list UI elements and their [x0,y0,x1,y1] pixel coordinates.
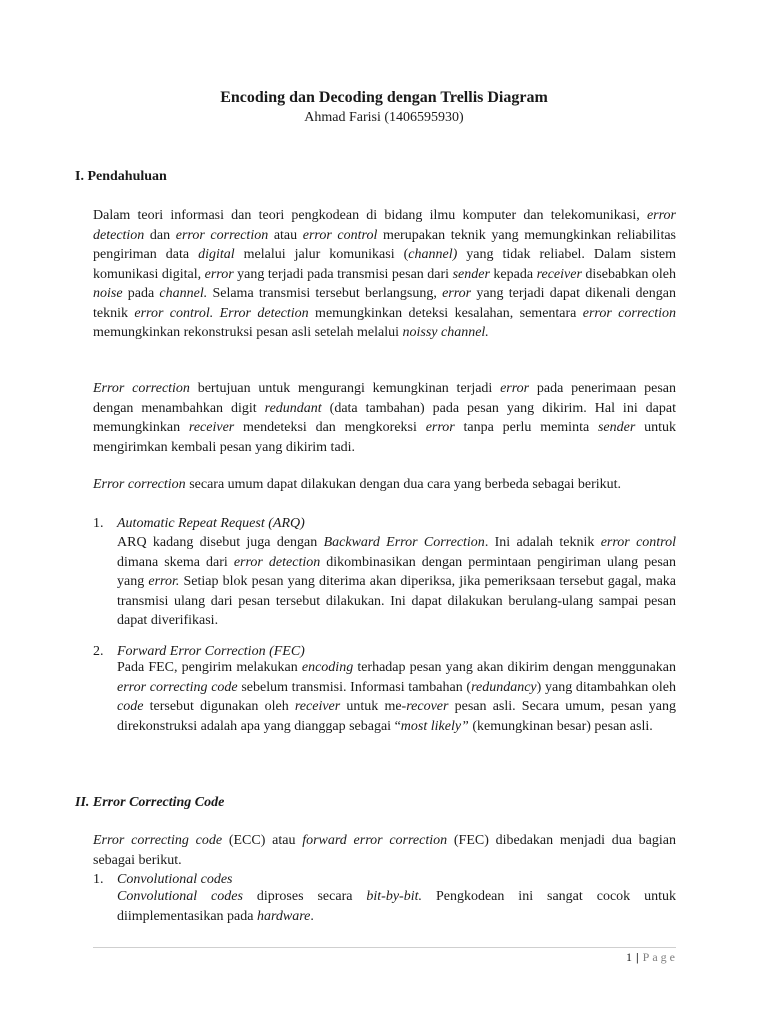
list-item-title-arq: Automatic Repeat Request (ARQ) [117,516,305,531]
footer-separator: | [636,950,640,964]
paragraph-error-correction-purpose: Error correction bertujuan untuk mengurangi kemungkinan terjadi error pada penerimaan pesan dengan menambahkan digit redundant (data tambahan) pada pesan yang dikirim. Hal ini dapat memungkinkan receiver mendeteksi dan mengkoreksi error tanpa perlu meminta sender untuk mengirimkan kembali pesan yang dikirim tadi. [93,381,676,455]
list-item-body-fec: Pada FEC, pengirim melakukan encoding terhadap pesan yang akan dikirim dengan menggunakan error correcting code sebelum transmisi. Informasi tambahan (redundancy) yang ditambahkan oleh code tersebut digunakan oleh receiver untuk me-recover pesan asli. Secara umum, pesan yang direkonstruksi adalah apa yang dianggap sebagai “most likely” (kemungkinan besar) pesan asli. [117,660,677,734]
list-item-number: 1. [93,872,104,887]
list-item-body-arq: ARQ kadang disebut juga dengan Backward Error Correction. Ini adalah teknik error control dimana skema dari error detection dikombinasikan dengan permintaan pengiriman ulang pesan yang error. Setiap blok pesan yang diterima akan diperiksa, jika pemeriksaan tersebut gagal, maka transmisi ulang dari pesan tersebut dilakukan. Ini dapat dilakukan berulang-ulang sampai pesan dapat diverifikasi. [117,535,677,628]
footer-divider [93,947,676,948]
page-footer [626,948,678,966]
page-label: Page [642,950,678,964]
document-title: Encoding dan Decoding dengan Trellis Diagram [220,89,548,106]
paragraph-intro: Dalam teori informasi dan teori pengkodean di bidang ilmu komputer dan telekomunikasi, error detection dan error correction atau error control merupakan teknik yang memungkinkan reliabilitas pengiriman data digital melalui jalur komunikasi (channel) yang tidak reliabel. Dalam sistem komunikasi digital, error yang terjadi pada transmisi pesan dari sender kepada receiver disebabkan oleh noise pada channel. Selama transmisi tersebut berlangsung, error yang terjadi dapat dikenali dengan teknik error control. Error detection memungkinkan deteksi kesalahan, sementara error correction memungkinkan rekonstruksi pesan asli setelah melalui noissy channel. [93,208,677,340]
page-number: 1 [626,950,633,964]
list-item-title-fec: Forward Error Correction (FEC) [117,644,305,659]
list-item-title-convolutional: Convolutional codes [117,872,233,887]
section-heading-pendahuluan: I. Pendahuluan [75,169,167,184]
list-item-body-convolutional: Convolutional codes diproses secara bit-by-bit. Pengkodean ini sangat cocok untuk diimplementasikan pada hardware. [117,889,676,924]
list-item-number: 2. [93,644,104,659]
section-heading-error-correcting-code: II. Error Correcting Code [75,795,225,810]
paragraph-error-correction-methods: Error correction secara umum dapat dilakukan dengan dua cara yang berbeda sebagai berikut. [93,477,622,492]
list-item-number: 1. [93,516,104,531]
paragraph-ecc-intro: Error correcting code (ECC) atau forward error correction (FEC) dibedakan menjadi dua bagian sebagai berikut. [93,833,676,868]
document-author: Ahmad Farisi (1406595930) [304,110,464,125]
